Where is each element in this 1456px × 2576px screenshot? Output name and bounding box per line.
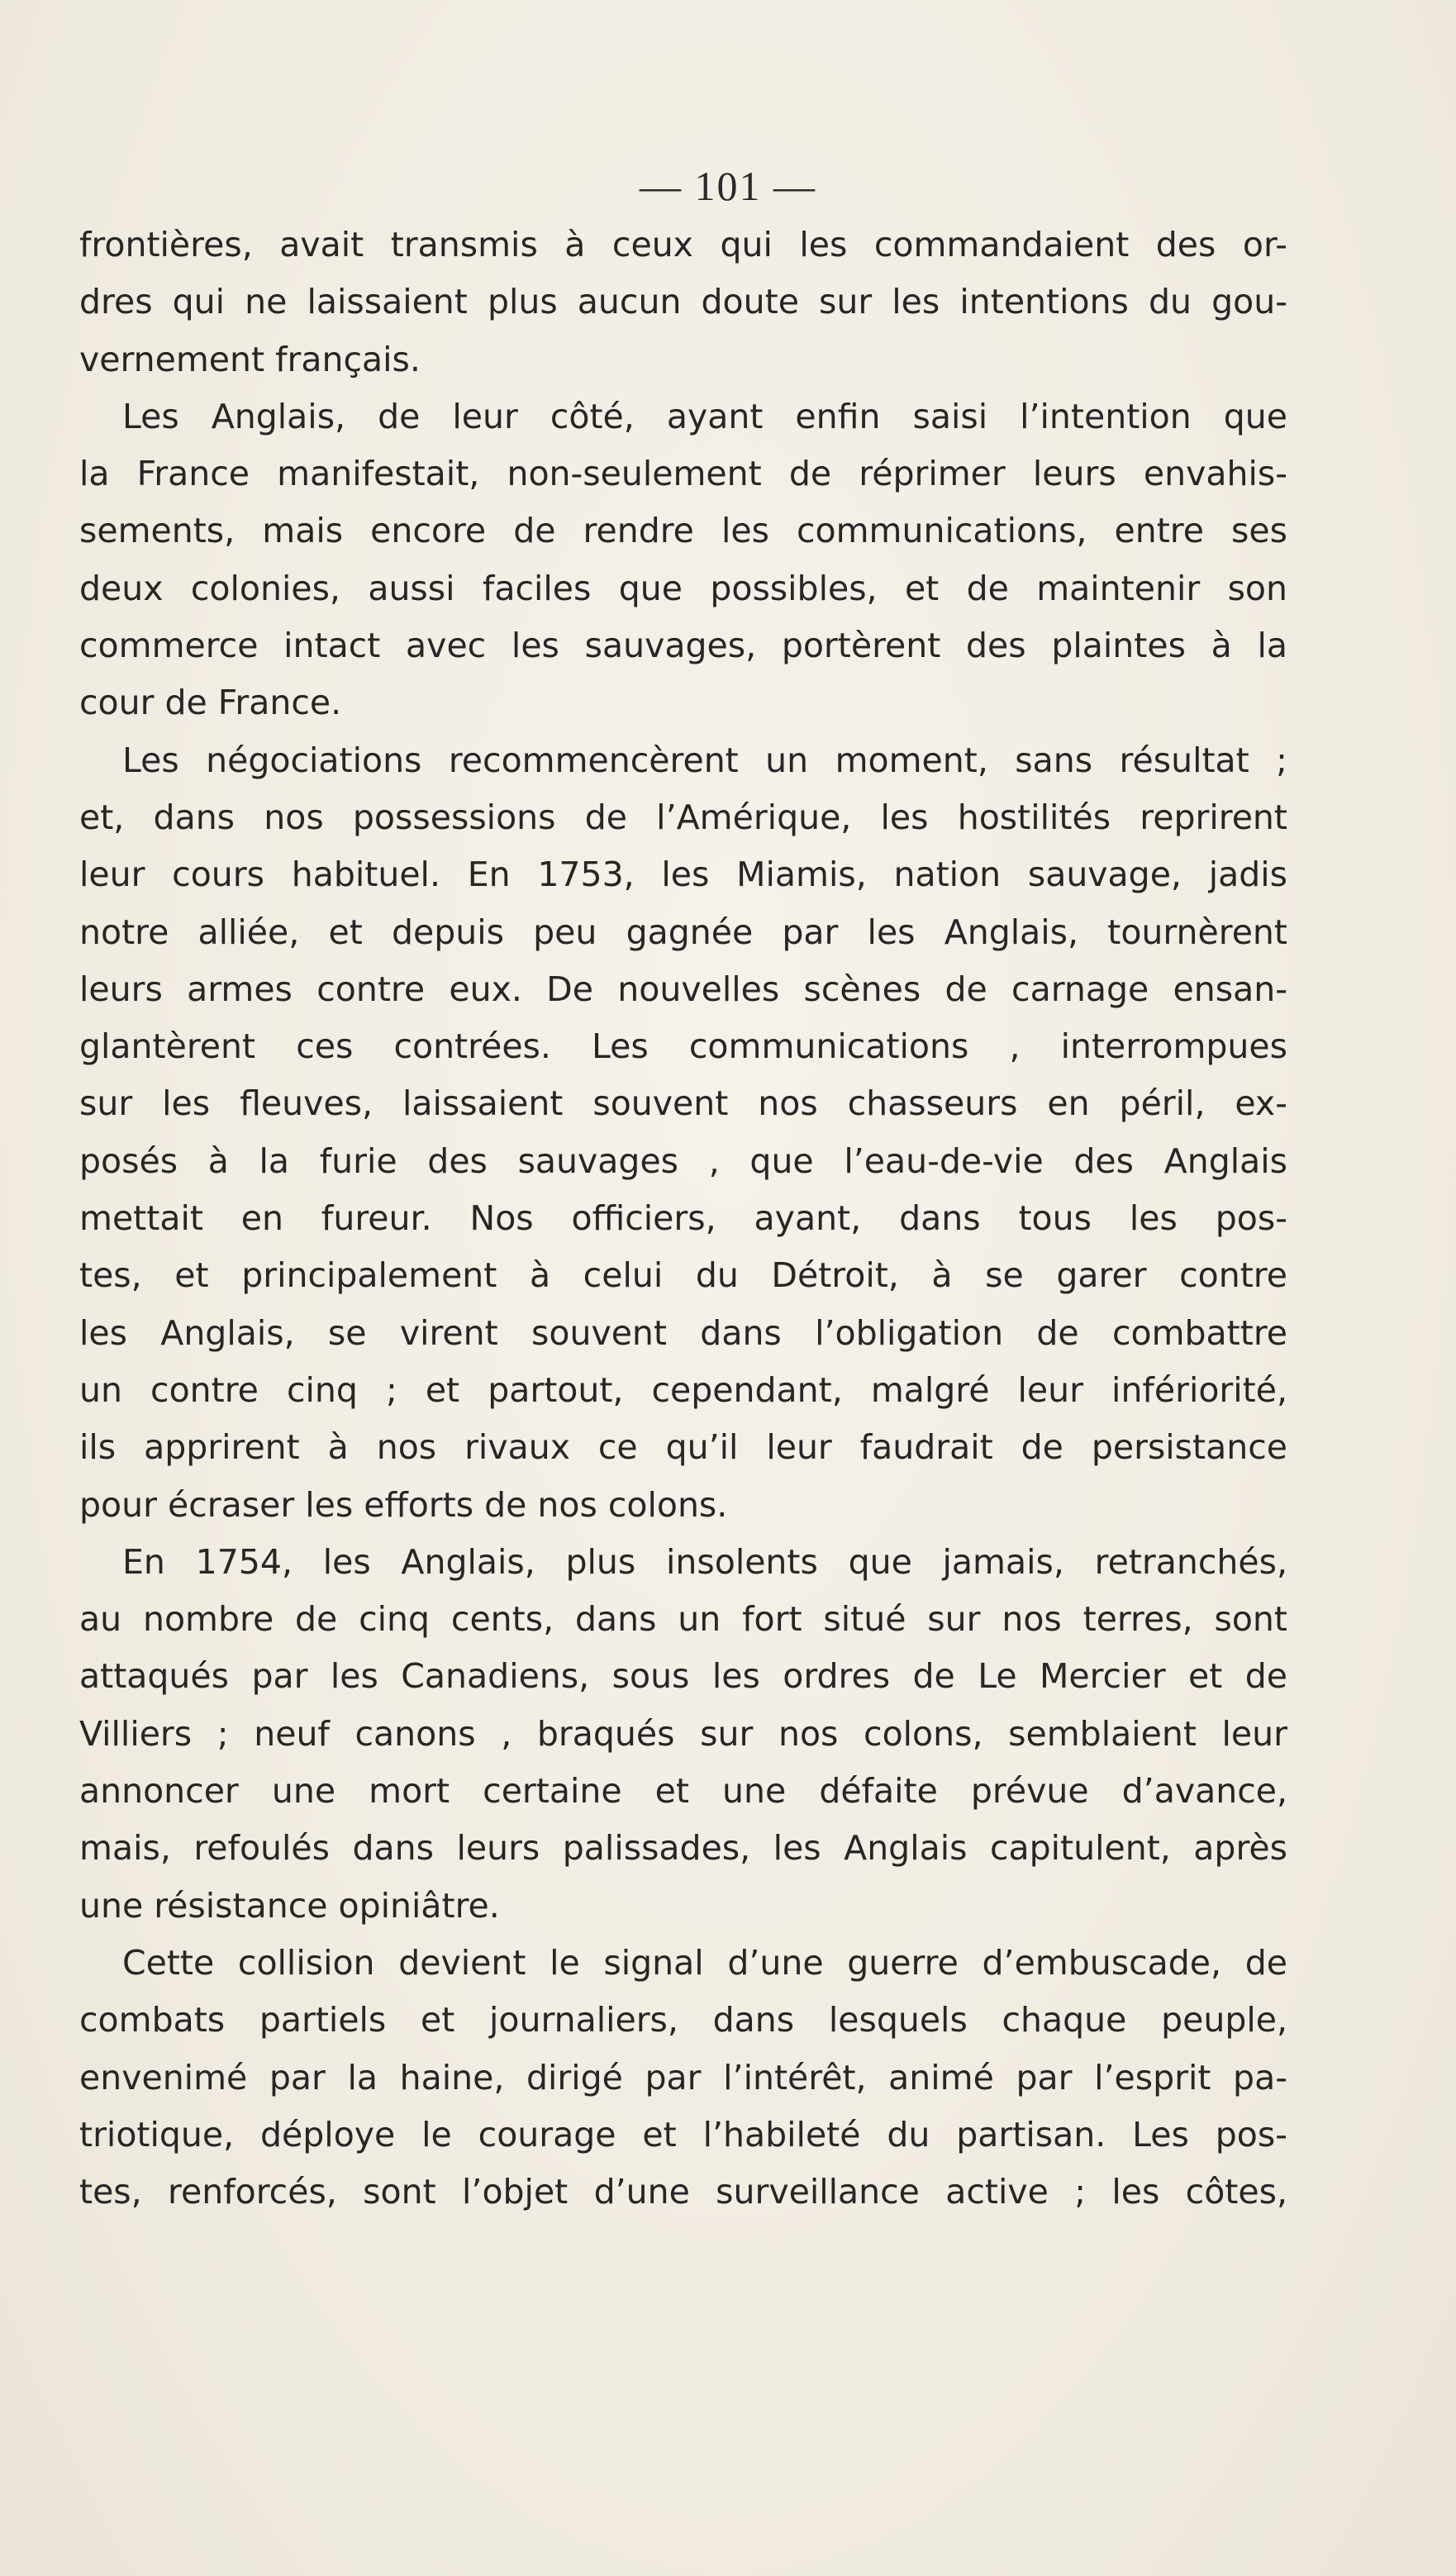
text-line: tes, renforcés, sont l’objet d’une surveillance active ; les côtes,: [79, 2172, 1287, 2212]
text-line: glantèrent ces contrées. Les communications , interrompues: [79, 1026, 1287, 1067]
text-line: attaqués par les Canadiens, sous les ordres de Le Mercier et de: [79, 1656, 1287, 1697]
text-line: annoncer une mort certaine et une défaite prévue d’avance,: [79, 1771, 1287, 1812]
text-line: les Anglais, se virent souvent dans l’obligation de combattre: [79, 1312, 1287, 1353]
text-line: Les Anglais, de leur côté, ayant enfin saisi l’intention que: [122, 396, 1287, 436]
body-text: [79, 217, 1287, 2221]
text-line: commerce intact avec les sauvages, portèrent des plaintes à la: [79, 626, 1287, 666]
text-line: En 1754, les Anglais, plus insolents que jamais, retranchés,: [122, 1541, 1287, 1582]
text-line: notre alliée, et depuis peu gagnée par les Anglais, tournèrent: [79, 912, 1287, 952]
text-line: dres qui ne laissaient plus aucun doute sur les intentions du gou-: [79, 282, 1287, 322]
text-line: mettait en fureur. Nos officiers, ayant, dans tous les pos-: [79, 1198, 1287, 1239]
text-line: pour écraser les efforts de nos colons.: [79, 1484, 728, 1525]
text-line: Les négociations recommencèrent un moment, sans résultat ;: [122, 740, 1287, 780]
text-line: leur cours habituel. En 1753, les Miamis, nation sauvage, jadis: [79, 855, 1287, 895]
text-line: et, dans nos possessions de l’Amérique, les hostilités reprirent: [79, 797, 1287, 837]
text-line: frontières, avait transmis à ceux qui les commandaient des or-: [79, 225, 1287, 264]
text-line: cour de France.: [79, 683, 342, 723]
text-line: une résistance opiniâtre.: [79, 1885, 500, 1926]
text-line: mais, refoulés dans leurs palissades, les Anglais capitulent, après: [79, 1828, 1287, 1869]
text-line: envenimé par la haine, dirigé par l’intérêt, animé par l’esprit pa-: [79, 2057, 1287, 2097]
page-number: — 101 —: [640, 163, 816, 209]
text-line: leurs armes contre eux. De nouvelles scènes de carnage ensan-: [79, 969, 1287, 1009]
text-line: triotique, déploye le courage et l’habileté du partisan. Les pos-: [79, 2114, 1287, 2155]
text-line: ils apprirent à nos rivaux ce qu’il leur faudrait de persistance: [79, 1427, 1287, 1468]
text-line: Villiers ; neuf canons , braqués sur nos colons, semblaient leur: [79, 1713, 1287, 1754]
text-line: un contre cinq ; et partout, cependant, malgré leur infériorité,: [79, 1369, 1287, 1410]
text-line: au nombre de cinq cents, dans un fort situé sur nos terres, sont: [79, 1599, 1287, 1640]
text-line: sements, mais encore de rendre les communications, entre ses: [79, 511, 1287, 551]
text-line: combats partiels et journaliers, dans lesquels chaque peuple,: [79, 2000, 1287, 2040]
text-line: Cette collision devient le signal d’une guerre d’embuscade, de: [122, 1942, 1287, 1983]
text-line: deux colonies, aussi faciles que possibles, et de maintenir son: [79, 568, 1287, 608]
text-line: la France manifestait, non-seulement de réprimer leurs envahis-: [79, 454, 1287, 494]
text-line: vernement français.: [79, 339, 421, 379]
text-line: sur les fleuves, laissaient souvent nos chasseurs en péril, ex-: [79, 1083, 1287, 1124]
text-line: posés à la furie des sauvages , que l’eau-de-vie des Anglais: [79, 1140, 1287, 1181]
text-line: tes, et principalement à celui du Détroit, à se garer contre: [79, 1255, 1287, 1296]
